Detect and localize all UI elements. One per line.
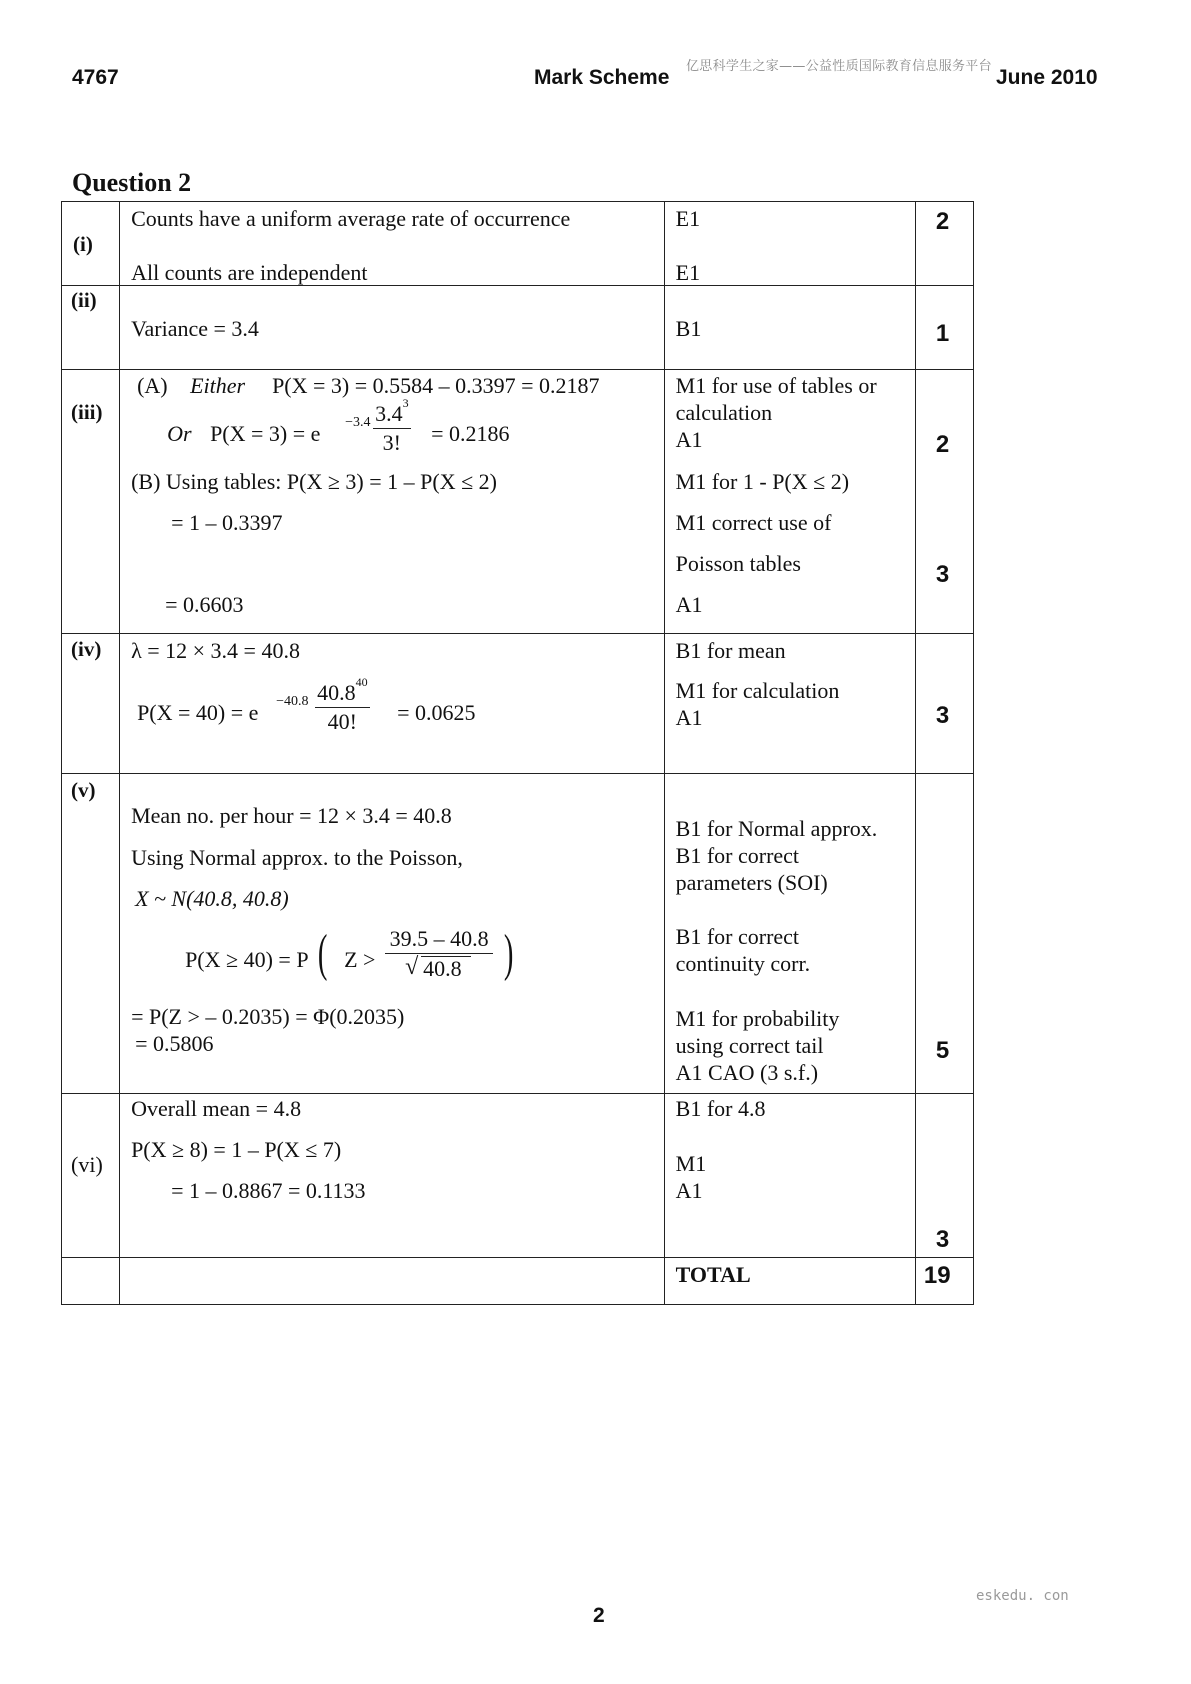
mark-scheme-table	[61, 201, 974, 1305]
poisson-fraction	[373, 396, 411, 456]
sqrt-value: 40.8	[423, 955, 462, 981]
scheme-line: using correct tail	[675, 1033, 824, 1058]
scheme-line: B1 for Normal approx.	[675, 816, 878, 841]
scheme-line: A1	[675, 592, 703, 617]
poisson-lhs: P(X = 40) = e	[137, 700, 259, 725]
answer-line: All counts are independent	[131, 260, 368, 285]
poisson-exponent: −40.8	[276, 694, 309, 709]
scheme-line: A1	[675, 705, 703, 730]
answer-line: = 1 – 0.8867 = 0.1133	[171, 1178, 366, 1203]
marks: 2	[935, 208, 950, 235]
marks: 5	[935, 1037, 950, 1064]
answer-line: λ = 12 × 3.4 = 40.8	[131, 638, 300, 663]
numerator-power: 40	[355, 675, 368, 689]
watermark-text: 亿思科学生之家——公益性质国际教育信息服务平台	[686, 59, 992, 74]
left-bracket: (	[317, 925, 328, 982]
fraction-denominator: 40!	[327, 708, 357, 734]
marks: 3	[935, 1226, 950, 1253]
row-part-ii	[62, 286, 974, 370]
answer-line: = 0.5806	[135, 1031, 214, 1056]
part-label: (iv)	[71, 637, 102, 661]
scheme-line: A1	[675, 1178, 703, 1203]
answer-line: = P(Z > – 0.2035) = Φ(0.2035)	[131, 1004, 405, 1029]
total-label: TOTAL	[675, 1262, 751, 1287]
total-marks: 19	[923, 1262, 951, 1289]
poisson-result: = 0.0625	[397, 700, 476, 725]
sub-part-a-label: (A)	[137, 373, 168, 398]
row-part-iii	[62, 370, 974, 634]
scheme-line: E1	[675, 206, 701, 231]
scheme-line: M1 for probability	[675, 1006, 840, 1031]
row-part-vi	[62, 1094, 974, 1258]
scheme-line: B1	[675, 316, 702, 341]
answer-line: Using Normal approx. to the Poisson,	[131, 845, 463, 870]
answer-line: P(X = 3) = 0.5584 – 0.3397 = 0.2187	[272, 373, 600, 398]
poisson-result: = 0.2186	[431, 421, 510, 446]
scheme-line: M1	[675, 1151, 707, 1176]
answer-line: Overall mean = 4.8	[131, 1096, 302, 1121]
answer-line: = 0.6603	[165, 592, 244, 617]
scheme-line: continuity corr.	[675, 951, 811, 976]
scheme-line: M1 for use of tables or	[675, 373, 877, 398]
sqrt-symbol: √	[405, 953, 419, 980]
answer-line: Counts have a uniform average rate of occurrence	[131, 206, 571, 231]
part-label: (vi)	[71, 1152, 103, 1177]
poisson-exponent: −3.4	[345, 415, 371, 430]
scheme-line: A1	[675, 427, 703, 452]
z-inequality: Z >	[344, 947, 376, 972]
answer-line: Variance = 3.4	[131, 316, 259, 341]
scheme-line: A1 CAO (3 s.f.)	[675, 1060, 819, 1085]
scheme-line: parameters (SOI)	[675, 870, 828, 895]
row-part-v	[62, 774, 974, 1094]
scheme-line: B1 for correct	[675, 843, 800, 868]
paper-code: 4767	[72, 66, 119, 89]
sub-part-b-line: (B) Using tables: P(X ≥ 3) = 1 – P(X ≤ 2)	[131, 469, 497, 494]
scheme-line: M1 for 1 - P(X ≤ 2)	[675, 469, 850, 494]
marks: 2	[935, 431, 950, 458]
z-fraction	[385, 925, 493, 982]
part-label: (v)	[71, 778, 96, 802]
row-part-i	[62, 202, 974, 286]
either-label: Either	[190, 373, 246, 398]
scheme-line: Poisson tables	[675, 551, 801, 576]
marks: 1	[935, 320, 950, 347]
scheme-line: B1 for mean	[675, 638, 786, 663]
scheme-line: M1 correct use of	[675, 510, 832, 535]
scheme-line: calculation	[675, 400, 773, 425]
exam-date: June 2010	[996, 66, 1098, 89]
marks: 3	[935, 561, 950, 588]
answer-line: P(X ≥ 8) = 1 – P(X ≤ 7)	[131, 1137, 342, 1162]
fraction-numerator: 3.4	[375, 401, 403, 426]
answer-line: = 1 – 0.3397	[171, 510, 283, 535]
scheme-line: B1 for 4.8	[675, 1096, 766, 1121]
scheme-line: M1 for calculation	[675, 678, 840, 703]
row-part-iv	[62, 634, 974, 774]
fraction-numerator: 40.8	[317, 680, 356, 705]
page-number: 2	[593, 1604, 605, 1627]
probability-lhs: P(X ≥ 40) = P	[185, 947, 309, 972]
site-watermark: eskedu. con	[976, 1588, 1069, 1604]
part-label: (iii)	[71, 400, 103, 424]
fraction-numerator: 39.5 – 40.8	[385, 925, 493, 954]
part-label: (i)	[73, 232, 93, 256]
row-total	[62, 1258, 974, 1305]
scheme-line: E1	[675, 260, 701, 285]
fraction-denominator: 3!	[382, 429, 401, 455]
marks: 3	[935, 702, 950, 729]
part-label: (ii)	[71, 288, 97, 312]
right-bracket: )	[503, 925, 514, 982]
poisson-lhs: P(X = 3) = e	[210, 421, 321, 446]
poisson-fraction	[315, 675, 370, 735]
document-title: Mark Scheme	[534, 66, 670, 89]
scheme-line: B1 for correct	[675, 924, 800, 949]
numerator-power: 3	[402, 396, 409, 410]
answer-line: Mean no. per hour = 12 × 3.4 = 40.8	[131, 803, 452, 828]
distribution-line: X ~ N(40.8, 40.8)	[135, 886, 289, 911]
or-label: Or	[167, 421, 192, 446]
question-title: Question 2	[72, 168, 192, 197]
fraction-denominator	[385, 954, 493, 982]
